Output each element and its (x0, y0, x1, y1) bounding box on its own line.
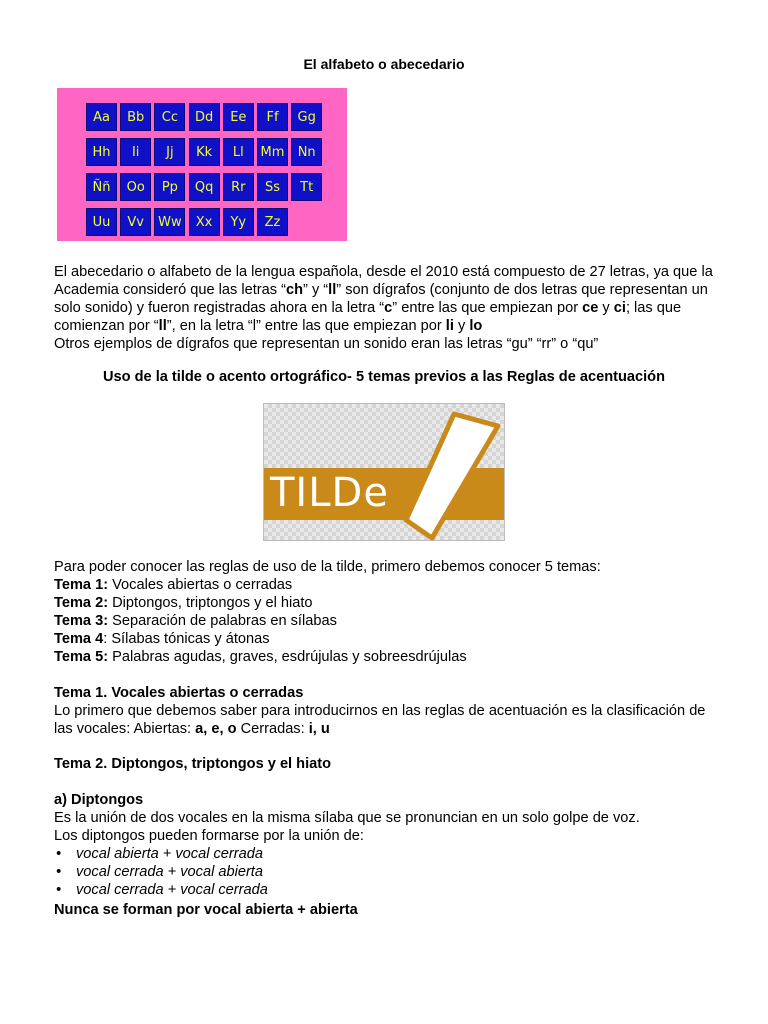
alphabet-tile: Dd (189, 103, 220, 131)
alphabet-image (57, 88, 347, 241)
diptongos-list (54, 845, 718, 899)
alphabet-tile: Nn (291, 138, 322, 166)
tema1-heading: Tema 1. Vocales abiertas o cerradas (54, 685, 304, 701)
list-item: • vocal cerrada + vocal cerrada (54, 881, 718, 899)
alphabet-tile: Ll (223, 138, 254, 166)
tema-item: Tema 1: Vocales abiertas o cerradas (54, 577, 293, 593)
page-title: El alfabeto o abecedario (303, 56, 465, 72)
alphabet-tile: Aa (86, 103, 117, 131)
alphabet-tile: Ff (257, 103, 288, 131)
diptongos-formation: Los diptongos pueden formarse por la unión de: (54, 828, 364, 844)
list-item: • vocal cerrada + vocal abierta (54, 863, 718, 881)
alphabet-tile: Oo (120, 173, 151, 201)
alphabet-tile: Ee (223, 103, 254, 131)
tema-item: Tema 5: Palabras agudas, graves, esdrújulas y sobreesdrújulas (54, 649, 467, 665)
tema2-heading: Tema 2. Diptongos, triptongos y el hiato (54, 756, 332, 772)
tema-item: Tema 4: Sílabas tónicas y átonas (54, 631, 270, 647)
alphabet-tile: Rr (223, 173, 254, 201)
list-item: • vocal abierta + vocal cerrada (54, 845, 718, 863)
alphabet-tile: Bb (120, 103, 151, 131)
alphabet-tile: Ww (154, 208, 185, 236)
alphabet-tile: Mm (257, 138, 288, 166)
alphabet-tile: Ii (120, 138, 151, 166)
alphabet-tile: Kk (189, 138, 220, 166)
accent-mark-icon (264, 404, 505, 541)
alphabet-tile: Qq (189, 173, 220, 201)
diptongos-definition: Es la unión de dos vocales en la misma sílaba que se pronuncian en un solo golpe de voz. (54, 810, 640, 826)
tilde-image (263, 403, 505, 541)
alphabet-tile: Xx (189, 208, 220, 236)
alphabet-tile: Uu (86, 208, 117, 236)
temas-list (54, 576, 718, 666)
alphabet-tile: Yy (223, 208, 254, 236)
diptongos-heading: a) Diptongos (54, 792, 144, 808)
alphabet-tile: Hh (86, 138, 117, 166)
tema-item: Tema 3: Separación de palabras en sílabas (54, 613, 337, 629)
alphabet-tile: Ss (257, 173, 288, 201)
alphabet-tile: Pp (154, 173, 185, 201)
section-subtitle: Uso de la tilde o acento ortográfico- 5 temas previos a las Reglas de acentuación (102, 369, 666, 385)
alphabet-tile: Cc (154, 103, 185, 131)
alphabet-tile: Jj (154, 138, 185, 166)
alphabet-tile: Vv (120, 208, 151, 236)
alphabet-tile: Ññ (86, 173, 117, 201)
tema-item: Tema 2: Diptongos, triptongos y el hiato (54, 595, 313, 611)
alphabet-tile: Gg (291, 103, 322, 131)
tema1-paragraph: Lo primero que debemos saber para introducirnos en las reglas de acentuación es la clasificación de las vocales: Abiertas: a, e, o Cerradas: i, u (54, 703, 706, 737)
alphabet-paragraph: El abecedario o alfabeto de la lengua española, desde el 2010 está compuesto de 27 letras, ya que la Academia consideró que las letras “ch” y “ll” son dígrafos (conjunto de dos letras que representan un solo sonido) y fueron registradas ahora en la letra “c” entre las que empiezan por ce y ci; las que comienzan por “ll”, en la letra “l” entre las que empiezan por li y lo (54, 264, 713, 334)
alphabet-tile: Tt (291, 173, 322, 201)
temas-intro: Para poder conocer las reglas de uso de la tilde, primero debemos conocer 5 temas: (54, 559, 601, 575)
tilde-word: TILDe (270, 470, 389, 516)
alphabet-tile: Zz (257, 208, 288, 236)
digraph-examples: Otros ejemplos de dígrafos que representan un sonido eran las letras “gu” “rr” o “qu” (54, 336, 599, 352)
nunca-note: Nunca se forman por vocal abierta + abierta (54, 902, 358, 918)
